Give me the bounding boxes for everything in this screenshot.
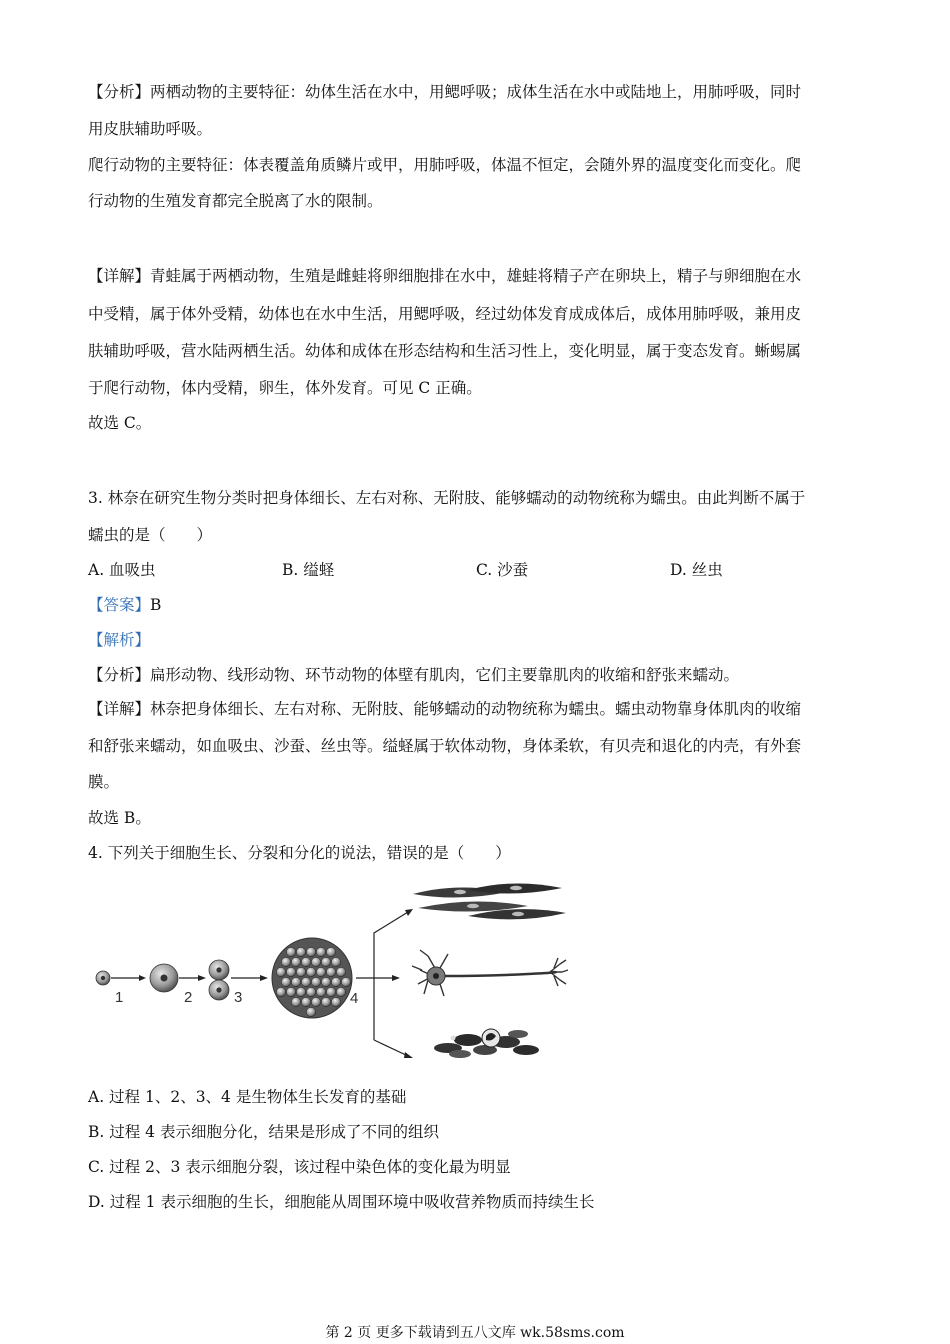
q2-analysis-line-2: 用皮肤辅助呼吸。 (88, 120, 213, 138)
detail-tag: 【详解】 (88, 700, 151, 718)
answer-value: B (150, 596, 162, 614)
q2-analysis-line-4: 行动物的生殖发育都完全脱离了水的限制。 (88, 192, 383, 210)
q2-detail-line-4: 于爬行动物，体内受精，卵生，体外发育。可见 C 正确。 (88, 379, 482, 397)
q3-option-c: C. 沙蚕 (476, 561, 529, 579)
cluster-cell (306, 967, 315, 976)
cluster-cell (306, 947, 315, 956)
cluster-cell (301, 957, 310, 966)
q3-detail-line-3: 膜。 (88, 773, 120, 791)
cluster-cell (331, 977, 340, 986)
label-3: 3 (234, 989, 243, 1006)
cluster-cell (291, 997, 300, 1006)
cluster-cell (311, 977, 320, 986)
cluster-cell (331, 997, 340, 1006)
cluster-cell (306, 1007, 315, 1016)
q4-option-b: B. 过程 4 表示细胞分化，结果是形成了不同的组织 (88, 1123, 439, 1141)
small-cell (96, 971, 110, 985)
cluster-cell (336, 987, 345, 996)
q2-choice: 故选 C。 (88, 414, 152, 432)
cluster-cell (291, 977, 300, 986)
cluster-cell (276, 967, 285, 976)
cluster-cell (286, 987, 295, 996)
q4-stem: 4. 下列关于细胞生长、分裂和分化的说法，错误的是（ ） (88, 844, 511, 862)
cluster-cell (341, 977, 350, 986)
cluster-cell (281, 957, 290, 966)
cluster-cell (331, 957, 340, 966)
cluster-cell (311, 957, 320, 966)
q4-option-a: A. 过程 1、2、3、4 是生物体生长发育的基础 (88, 1088, 407, 1106)
cluster-cell (306, 987, 315, 996)
cluster-cell (301, 997, 310, 1006)
cluster-cell (336, 967, 345, 976)
q4-option-c: C. 过程 2、3 表示细胞分裂，该过程中染色体的变化最为明显 (88, 1158, 511, 1176)
q3-analysis: 【分析】扁形动物、线形动物、环节动物的体壁有肌肉，它们主要靠肌肉的收缩和舒张来蠕动。 (88, 666, 740, 684)
muscle-tissue (413, 883, 566, 919)
cluster-cell (296, 967, 305, 976)
q3-choice: 故选 B。 (88, 809, 151, 827)
cluster-cell (326, 987, 335, 996)
cluster-cell (316, 967, 325, 976)
q3-option-b: B. 缢蛏 (282, 561, 335, 579)
q3-answer (88, 595, 161, 615)
q3-detail-line-2: 和舒张来蠕动，如血吸虫、沙蚕、丝虫等。缢蛏属于软体动物，身体柔软，有贝壳和退化的内壳，有外套 (88, 737, 802, 755)
q2-detail-line-1: 【详解】青蛙属于两栖动物，生殖是雌蛙将卵细胞排在水中，雄蛙将精子产在卵块上，精子与卵细胞在水 (88, 267, 802, 285)
cluster-cell (296, 947, 305, 956)
branch-arrows (374, 912, 408, 1056)
cluster-cell (316, 987, 325, 996)
grown-cell (150, 964, 178, 992)
cluster-cell (326, 947, 335, 956)
q3-option-d: D. 丝虫 (670, 561, 723, 579)
page-footer: 第 2 页 更多下载请到五八文库 wk.58sms.com (325, 1325, 625, 1341)
cluster-cell (321, 977, 330, 986)
cluster-cell (286, 947, 295, 956)
dividing-cells (209, 960, 229, 1000)
cluster-cell (326, 967, 335, 976)
q3-stem-line-1: 3. 林奈在研究生物分类时把身体细长、左右对称、无附肢、能够蠕动的动物统称为蠕虫。由此判断不属于 (88, 489, 806, 507)
analysis-tag: 【分析】 (88, 83, 151, 101)
analysis-tag: 【分析】 (88, 666, 151, 684)
blood-tissue (434, 1029, 539, 1058)
label-1: 1 (115, 989, 124, 1006)
cluster-cell (321, 997, 330, 1006)
q2-analysis-line-3: 爬行动物的主要特征：体表覆盖角质鳞片或甲，用肺呼吸，体温不恒定，会随外界的温度变化而变化。爬 (88, 156, 802, 174)
cell-cluster (272, 938, 352, 1018)
cluster-cell (281, 977, 290, 986)
q2-detail-line-2: 中受精，属于体外受精，幼体也在水中生活，用鳃呼吸，经过幼体发育成成体后，成体用肺呼吸，兼用皮 (88, 305, 802, 323)
detail-tag: 【详解】 (88, 267, 151, 285)
cell-process-figure (88, 880, 578, 1060)
label-4: 4 (350, 990, 359, 1007)
cluster-cell (276, 987, 285, 996)
cluster-cell (321, 957, 330, 966)
q2-detail-line-3: 肤辅助呼吸，营水陆两栖生活。幼体和成体在形态结构和生活习性上，变化明显，属于变态发育。蜥蜴属 (88, 342, 802, 360)
cluster-cell (286, 967, 295, 976)
q2-analysis-line-1: 【分析】两栖动物的主要特征：幼体生活在水中，用鳃呼吸；成体生活在水中或陆地上，用肺呼吸，同时 (88, 83, 802, 101)
cluster-cell (301, 977, 310, 986)
cluster-cell (291, 957, 300, 966)
cluster-cell (311, 997, 320, 1006)
q3-option-a: A. 血吸虫 (88, 561, 156, 579)
q3-detail-line-1: 【详解】林奈把身体细长、左右对称、无附肢、能够蠕动的动物统称为蠕虫。蠕虫动物靠身体肌肉的收缩 (88, 700, 802, 718)
answer-tag: 【答案】 (88, 596, 151, 614)
q4-option-d: D. 过程 1 表示细胞的生长，细胞能从周围环境中吸收营养物质而持续生长 (88, 1193, 595, 1211)
cluster-cell (296, 987, 305, 996)
cluster-cell (316, 947, 325, 956)
q3-stem-line-2: 蠕虫的是（ ） (88, 526, 213, 544)
label-2: 2 (184, 989, 193, 1006)
q3-explain-tag: 【解析】 (88, 631, 151, 649)
